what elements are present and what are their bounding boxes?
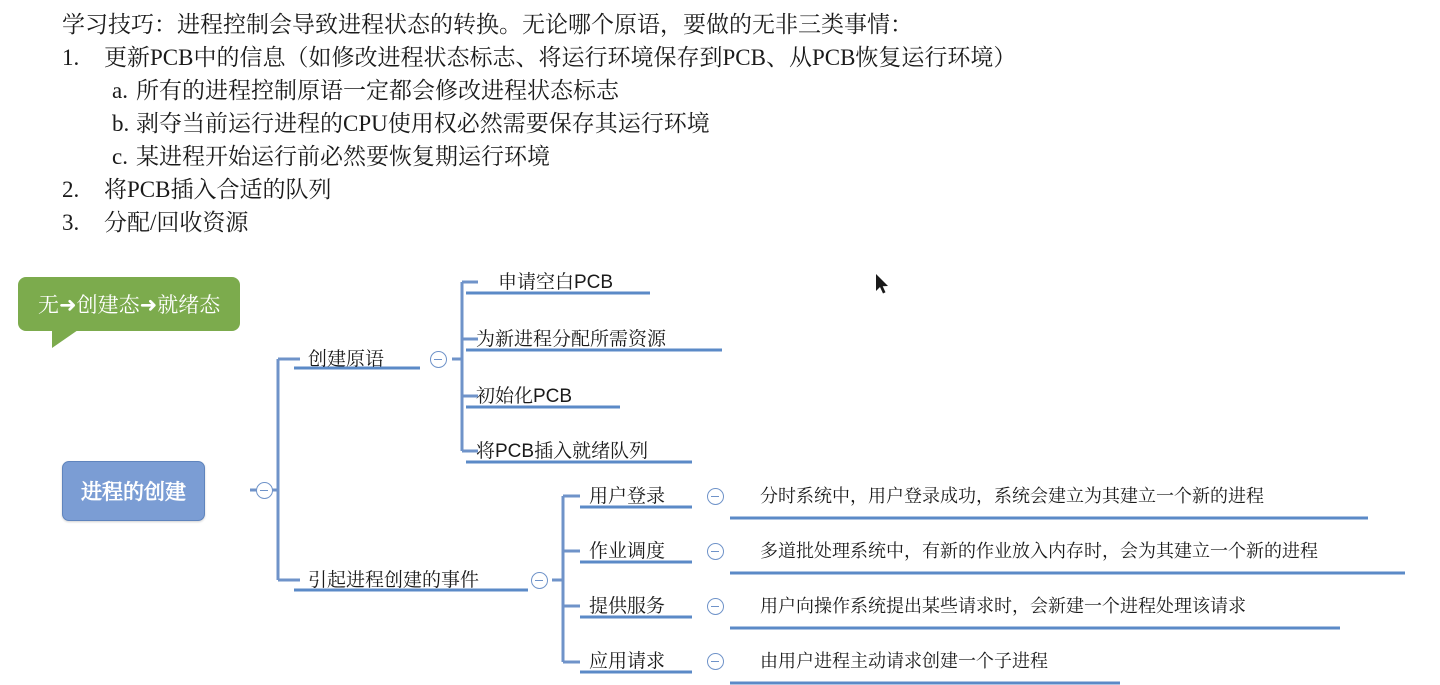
leaf-provide-service-toggle-icon[interactable] [707,598,724,615]
callout-tail [52,330,78,348]
notes-item-1 [0,41,1440,74]
leaf-user-login-toggle-icon[interactable] [707,488,724,505]
desc-user-login [760,482,1264,508]
leaf-application-request-toggle-icon[interactable] [707,653,724,670]
notes-subitem-b [0,107,1440,140]
notes-item-2-text: 将PCB插入合适的队列 [104,177,332,202]
root-collapse-toggle-icon[interactable] [256,482,273,499]
leaf-user-login-label: 用户登录 [589,486,666,507]
desc-provide-service-text: 用户向操作系统提出某些请求时，会新建一个进程处理该请求 [760,596,1246,616]
notes-subitem-a-text: 所有的进程控制原语一定都会修改进程状态标志 [136,78,619,103]
notes-item-2 [0,173,1440,206]
notes-item-3-text: 分配/回收资源 [104,210,249,235]
leaf-apply-blank-pcb[interactable] [498,267,613,294]
notes-item-3-number: 3. [62,210,80,235]
notes-subitem-c-text: 某进程开始运行前必然要恢复期运行环境 [136,144,550,169]
desc-job-scheduling [760,537,1318,563]
leaf-allocate-resources[interactable] [476,324,666,351]
leaf-insert-ready-queue[interactable] [476,436,648,463]
desc-provide-service [760,592,1246,618]
notes-item-2-number: 2. [62,177,80,202]
notes-subitem-c [0,140,1440,173]
leaf-job-scheduling-toggle-icon[interactable] [707,543,724,560]
branch-creation-events-label: 引起进程创建的事件 [308,570,480,591]
notes-subitem-a-number: a. [112,78,128,103]
callout-state-transition [18,277,240,331]
leaf-application-request[interactable] [589,646,665,673]
leaf-provide-service[interactable] [589,591,665,618]
notes-subitem-b-number: b. [112,111,130,136]
mouse-cursor-icon [876,274,890,294]
leaf-job-scheduling-label: 作业调度 [589,541,666,562]
branch-creation-events-toggle-icon[interactable] [531,572,548,589]
notes-item-3 [0,206,1440,239]
notes-subitem-b-text: 剥夺当前运行进程的CPU使用权必然需要保存其运行环境 [136,111,710,136]
notes-intro: 学习技巧：进程控制会导致进程状态的转换。无论哪个原语，要做的无非三类事情： [62,12,913,37]
branch-creation-events[interactable] [308,565,479,592]
desc-user-login-text: 分时系统中，用户登录成功，系统会建立为其建立一个新的进程 [760,486,1264,506]
notes-block [0,0,1440,239]
callout-label: 无➜创建态➜就绪态 [38,294,221,317]
notes-subitem-c-number: c. [112,144,128,169]
leaf-provide-service-label: 提供服务 [589,596,666,617]
desc-job-scheduling-text: 多道批处理系统中，有新的作业放入内存时，会为其建立一个新的进程 [760,541,1318,561]
mindmap [0,258,1440,685]
leaf-apply-blank-pcb-label: 申请空白PCB [498,272,614,293]
notes-subitem-a [0,74,1440,107]
root-node-label: 进程的创建 [81,481,186,504]
leaf-user-login[interactable] [589,481,665,508]
leaf-init-pcb[interactable] [476,381,572,408]
desc-application-request-text: 由用户进程主动请求创建一个子进程 [760,651,1048,671]
notes-item-1-text: 更新PCB中的信息（如修改进程状态标志、将运行环境保存到PCB、从PCB恢复运行环境） [104,45,1017,70]
leaf-job-scheduling[interactable] [589,536,665,563]
branch-create-primitive[interactable] [308,344,384,371]
leaf-application-request-label: 应用请求 [589,651,666,672]
leaf-allocate-resources-label: 为新进程分配所需资源 [476,329,667,350]
leaf-insert-ready-queue-label: 将PCB插入就绪队列 [476,441,649,462]
branch-create-primitive-label: 创建原语 [308,349,385,370]
root-node-process-creation[interactable] [62,461,205,521]
desc-application-request [760,647,1048,673]
leaf-init-pcb-label: 初始化PCB [476,386,573,407]
notes-item-1-number: 1. [62,45,80,70]
branch-create-primitive-toggle-icon[interactable] [430,351,447,368]
